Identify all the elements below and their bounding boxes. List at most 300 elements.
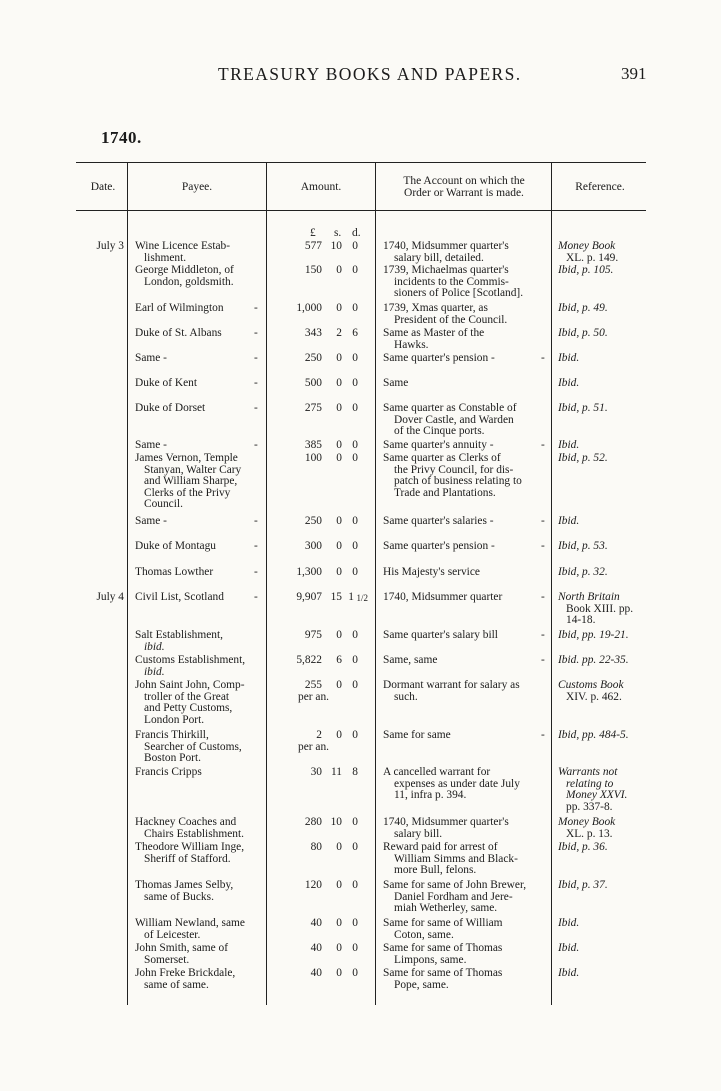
column-header-payee: Payee. bbox=[181, 181, 213, 193]
amount-values bbox=[268, 730, 370, 742]
payee-line: Earl of Wilmington bbox=[135, 302, 224, 314]
amount-shillings: 0 bbox=[336, 967, 342, 979]
account-line: Same quarter's pension - bbox=[383, 540, 495, 552]
row-payee bbox=[135, 880, 263, 903]
account-line: Same bbox=[383, 377, 409, 389]
page-number: 391 bbox=[621, 64, 647, 83]
row-reference bbox=[558, 817, 648, 840]
row-amount bbox=[268, 516, 370, 528]
running-title: TREASURY BOOKS AND PAPERS. bbox=[218, 64, 522, 84]
payee-line: Same - bbox=[135, 352, 167, 364]
amount-values bbox=[268, 918, 370, 930]
payee-line: Searcher of Customs, bbox=[144, 740, 242, 753]
amount-pence: 1 bbox=[348, 591, 354, 603]
amount-shillings: 0 bbox=[336, 352, 342, 364]
payee-dash: - bbox=[254, 402, 258, 414]
reference-line: Ibid, p. 49. bbox=[558, 302, 608, 314]
amount-values bbox=[268, 680, 370, 692]
row-reference bbox=[558, 403, 648, 415]
account-line: A cancelled warrant for bbox=[383, 766, 491, 778]
row-account bbox=[383, 918, 549, 941]
account-dash: - bbox=[541, 540, 545, 552]
amount-pounds: 275 bbox=[304, 402, 322, 414]
row-reference bbox=[558, 943, 648, 955]
row-reference bbox=[558, 353, 648, 365]
row-reference bbox=[558, 592, 648, 627]
amount-shillings: 0 bbox=[336, 540, 342, 552]
amount-values bbox=[268, 303, 370, 315]
reference-line: Ibid, p. 32. bbox=[558, 566, 608, 578]
row-payee bbox=[135, 541, 263, 553]
amount-pence: 0 bbox=[352, 452, 358, 464]
payee-line: Same - bbox=[135, 515, 167, 527]
amount-pounds: 120 bbox=[304, 879, 322, 891]
account-line: patch of business relating to bbox=[394, 475, 522, 487]
reference-line: 14-18. bbox=[566, 614, 596, 626]
amount-values bbox=[268, 592, 370, 604]
row-account bbox=[383, 440, 549, 452]
row-reference bbox=[558, 328, 648, 340]
row-amount bbox=[268, 403, 370, 415]
amount-shillings: 11 bbox=[331, 766, 342, 778]
row-account bbox=[383, 378, 549, 390]
column-rule bbox=[127, 162, 128, 1005]
amount-shillings: 15 bbox=[330, 591, 342, 603]
amount-pounds: 80 bbox=[310, 841, 322, 853]
payee-line: London Port. bbox=[144, 713, 205, 726]
amount-pence: 0 bbox=[352, 679, 358, 691]
account-line: Same quarter's pension - bbox=[383, 352, 495, 364]
reference-line: Ibid, p. 37. bbox=[558, 879, 608, 891]
reference-line: North Britain bbox=[558, 591, 620, 603]
reference-line: Ibid, p. 50. bbox=[558, 327, 608, 339]
reference-line: XL. p. 13. bbox=[566, 827, 613, 840]
amount-values bbox=[268, 567, 370, 579]
reference-line: Money Book bbox=[558, 240, 616, 252]
reference-line: pp. 337-8. bbox=[566, 800, 613, 813]
row-amount bbox=[268, 541, 370, 553]
amount-shillings: 0 bbox=[336, 264, 342, 276]
amount-pence: 0 bbox=[352, 729, 358, 741]
amount-shillings: 2 bbox=[336, 327, 342, 339]
amount-values bbox=[268, 516, 370, 528]
payee-line: Francis Thirkill, bbox=[135, 729, 209, 741]
amount-shillings: 0 bbox=[336, 377, 342, 389]
row-date: July 4 bbox=[96, 591, 124, 603]
reference-line: Ibid, pp. 484-5. bbox=[558, 729, 629, 741]
payee-line: Chairs Establishment. bbox=[144, 827, 244, 840]
amount-pence: 0 bbox=[352, 566, 358, 578]
payee-line: London, goldsmith. bbox=[144, 275, 234, 288]
account-line: 1740, Midsummer quarter bbox=[383, 591, 503, 603]
payee-line: Salt Establishment, bbox=[135, 629, 223, 641]
row-date: July 3 bbox=[96, 240, 124, 252]
row-reference bbox=[558, 655, 648, 667]
amount-pounds: 30 bbox=[310, 766, 322, 778]
amount-pounds: 150 bbox=[304, 264, 322, 276]
amount-pence: 0 bbox=[352, 917, 358, 929]
account-dash: - bbox=[541, 729, 545, 741]
row-account bbox=[383, 567, 549, 579]
payee-line: Sheriff of Stafford. bbox=[144, 852, 231, 865]
row-amount bbox=[268, 968, 370, 980]
amount-pounds: 300 bbox=[304, 540, 322, 552]
payee-line: Civil List, Scotland bbox=[135, 591, 224, 603]
payee-line: Stanyan, Walter Cary bbox=[144, 463, 242, 476]
row-account bbox=[383, 453, 549, 499]
row-reference bbox=[558, 842, 648, 854]
account-line: Same for same of Thomas bbox=[383, 942, 503, 954]
amount-pounds: 385 bbox=[304, 439, 322, 451]
row-reference bbox=[558, 453, 648, 465]
row-amount bbox=[268, 767, 370, 779]
amount-shillings: 0 bbox=[336, 942, 342, 954]
account-line: Same quarter as Constable of bbox=[383, 402, 517, 414]
account-line: Dover Castle, and Warden bbox=[394, 413, 514, 426]
row-payee bbox=[135, 943, 263, 966]
payee-line: James Vernon, Temple bbox=[135, 452, 238, 464]
payee-line: Same - bbox=[135, 439, 167, 451]
amount-values bbox=[268, 842, 370, 854]
amount-pounds: 40 bbox=[310, 917, 322, 929]
payee-line: ibid. bbox=[144, 665, 165, 678]
row-account bbox=[383, 943, 549, 966]
column-header-account bbox=[378, 175, 550, 199]
payee-dash: - bbox=[254, 439, 258, 451]
row-payee bbox=[135, 767, 263, 779]
row-reference bbox=[558, 767, 648, 813]
reference-line: Ibid, pp. 19-21. bbox=[558, 629, 629, 641]
row-payee bbox=[135, 817, 263, 840]
reference-line: Ibid, p. 105. bbox=[558, 264, 614, 276]
payee-line: Thomas Lowther bbox=[135, 566, 214, 578]
reference-line: Ibid. bbox=[558, 515, 580, 527]
row-payee bbox=[135, 453, 263, 511]
payee-line: Francis Cripps bbox=[135, 766, 202, 778]
amount-pence-fraction: 1/2 bbox=[356, 593, 368, 603]
amount-shillings: 0 bbox=[336, 302, 342, 314]
amount-pence: 0 bbox=[352, 540, 358, 552]
account-line: incidents to the Commis- bbox=[394, 275, 509, 288]
account-line: Dormant warrant for salary as bbox=[383, 679, 520, 691]
account-line: Daniel Fordham and Jere- bbox=[394, 890, 513, 903]
amount-values bbox=[268, 630, 370, 642]
row-payee bbox=[135, 918, 263, 941]
amount-pounds: 1,300 bbox=[296, 566, 322, 578]
row-reference bbox=[558, 541, 648, 553]
payee-line: Hackney Coaches and bbox=[135, 816, 237, 828]
amount-pence: 0 bbox=[352, 816, 358, 828]
shillings-symbol: s. bbox=[334, 227, 342, 239]
account-line: Hawks. bbox=[394, 338, 429, 351]
payee-line: John Saint John, Comp- bbox=[135, 679, 245, 691]
row-payee bbox=[135, 378, 263, 390]
account-line: miah Wetherley, same. bbox=[394, 902, 498, 914]
amount-shillings: 6 bbox=[336, 654, 342, 666]
reference-line: Ibid. bbox=[558, 967, 580, 979]
row-amount bbox=[268, 943, 370, 955]
payee-line: Thomas James Selby, bbox=[135, 879, 234, 891]
row-payee bbox=[135, 516, 263, 528]
account-dash: - bbox=[541, 591, 545, 603]
row-payee bbox=[135, 328, 263, 340]
row-payee bbox=[135, 592, 263, 604]
amount-shillings: 0 bbox=[336, 629, 342, 641]
account-dash: - bbox=[541, 654, 545, 666]
payee-line: of Leicester. bbox=[144, 928, 201, 941]
payee-line: Duke of St. Albans bbox=[135, 327, 222, 339]
account-line: the Privy Council, for dis- bbox=[394, 463, 514, 476]
amount-pence: 0 bbox=[352, 402, 358, 414]
payee-dash: - bbox=[254, 540, 258, 552]
amount-pence: 0 bbox=[352, 264, 358, 276]
amount-pounds: 40 bbox=[310, 967, 322, 979]
amount-pounds: 250 bbox=[304, 515, 322, 527]
account-line: salary bill, detailed. bbox=[394, 251, 484, 264]
amount-values bbox=[268, 968, 370, 980]
payee-line: Clerks of the Privy bbox=[144, 486, 231, 499]
payee-line: same of same. bbox=[144, 978, 209, 991]
row-account bbox=[383, 303, 549, 326]
row-payee bbox=[135, 241, 263, 264]
amount-pence: 6 bbox=[352, 327, 358, 339]
amount-shillings: 0 bbox=[336, 452, 342, 464]
amount-values bbox=[268, 880, 370, 892]
account-dash: - bbox=[541, 515, 545, 527]
amount-pence: 0 bbox=[352, 629, 358, 641]
payee-dash: - bbox=[254, 302, 258, 314]
reference-line: Ibid. bbox=[558, 942, 580, 954]
row-payee bbox=[135, 968, 263, 991]
account-line: Limpons, same. bbox=[394, 953, 467, 966]
amount-pounds: 5,822 bbox=[296, 654, 322, 666]
amount-pounds: 40 bbox=[310, 942, 322, 954]
payee-dash: - bbox=[254, 591, 258, 603]
account-line: Same, same bbox=[383, 654, 438, 666]
amount-pounds: 343 bbox=[304, 327, 322, 339]
row-amount bbox=[268, 265, 370, 277]
reference-line: Ibid. bbox=[558, 439, 580, 451]
amount-per-annum: per an. bbox=[298, 691, 329, 703]
row-amount bbox=[268, 680, 370, 704]
payee-line: John Freke Brickdale, bbox=[135, 967, 236, 979]
amount-shillings: 0 bbox=[336, 917, 342, 929]
amount-shillings: 0 bbox=[336, 729, 342, 741]
account-line: more Bull, felons. bbox=[394, 864, 477, 876]
amount-values bbox=[268, 817, 370, 829]
account-line: Reward paid for arrest of bbox=[383, 841, 498, 853]
pounds-symbol: £ bbox=[310, 227, 316, 239]
amount-values bbox=[268, 453, 370, 465]
column-header-reference: Reference. bbox=[575, 181, 625, 193]
amount-shillings: 0 bbox=[336, 879, 342, 891]
payee-line: Boston Port. bbox=[144, 752, 201, 764]
account-line: 1740, Midsummer quarter's bbox=[383, 816, 509, 828]
amount-values bbox=[268, 328, 370, 340]
amount-pounds: 1,000 bbox=[296, 302, 322, 314]
amount-shillings: 10 bbox=[330, 816, 342, 828]
account-line: Coton, same. bbox=[394, 928, 454, 941]
payee-dash: - bbox=[254, 377, 258, 389]
account-line: expenses as under date July bbox=[394, 777, 520, 790]
amount-values bbox=[268, 943, 370, 955]
payee-line: William Newland, same bbox=[135, 917, 245, 929]
account-line: Pope, same. bbox=[394, 978, 449, 991]
row-payee bbox=[135, 303, 263, 315]
year-heading: 1740. bbox=[101, 128, 142, 147]
account-line: 11, infra p. 394. bbox=[394, 789, 467, 801]
amount-shillings: 0 bbox=[336, 515, 342, 527]
amount-shillings: 0 bbox=[336, 402, 342, 414]
payee-line: George Middleton, of bbox=[135, 264, 234, 276]
payee-line: Duke of Kent bbox=[135, 377, 197, 389]
payee-dash: - bbox=[254, 566, 258, 578]
row-reference bbox=[558, 241, 648, 264]
amount-pence: 0 bbox=[352, 879, 358, 891]
row-amount bbox=[268, 328, 370, 340]
column-header-date: Date. bbox=[90, 181, 116, 193]
amount-pence: 0 bbox=[352, 302, 358, 314]
payee-dash: - bbox=[254, 515, 258, 527]
amount-pence: 0 bbox=[352, 515, 358, 527]
payee-line: and William Sharpe, bbox=[144, 475, 238, 487]
row-amount bbox=[268, 378, 370, 390]
row-account bbox=[383, 592, 549, 604]
row-amount bbox=[268, 453, 370, 465]
row-amount bbox=[268, 353, 370, 365]
payee-line: Wine Licence Estab- bbox=[135, 240, 231, 252]
payee-dash: - bbox=[254, 352, 258, 364]
reference-line: XIV. p. 462. bbox=[566, 690, 622, 703]
payee-dash: - bbox=[254, 327, 258, 339]
amount-values bbox=[268, 265, 370, 277]
row-amount bbox=[268, 592, 370, 604]
row-reference bbox=[558, 265, 648, 277]
payee-line: lishment. bbox=[144, 251, 187, 264]
row-account bbox=[383, 968, 549, 991]
reference-line: Warrants not bbox=[558, 766, 618, 778]
account-line: such. bbox=[394, 690, 418, 703]
column-rule bbox=[375, 162, 376, 1005]
row-amount bbox=[268, 241, 370, 253]
table-top-rule bbox=[76, 162, 646, 163]
amount-pounds: 2 bbox=[316, 729, 322, 741]
amount-values bbox=[268, 403, 370, 415]
payee-line: Duke of Dorset bbox=[135, 402, 206, 414]
row-reference bbox=[558, 303, 648, 315]
reference-line: Ibid. bbox=[558, 352, 580, 364]
account-line: 1739, Xmas quarter, as bbox=[383, 302, 488, 314]
reference-line: Ibid, p. 36. bbox=[558, 841, 608, 853]
amount-values bbox=[268, 353, 370, 365]
row-account bbox=[383, 353, 549, 365]
account-line: William Simms and Black- bbox=[394, 852, 518, 865]
amount-shillings: 10 bbox=[330, 240, 342, 252]
row-amount bbox=[268, 655, 370, 667]
reference-line: Ibid. pp. 22-35. bbox=[558, 654, 629, 666]
row-reference bbox=[558, 730, 648, 742]
payee-line: ibid. bbox=[144, 640, 165, 653]
amount-pounds: 975 bbox=[304, 629, 322, 641]
amount-pounds: 255 bbox=[304, 679, 322, 691]
amount-per-annum: per an. bbox=[298, 741, 329, 753]
row-reference bbox=[558, 968, 648, 980]
row-amount bbox=[268, 918, 370, 930]
reference-line: Ibid, p. 52. bbox=[558, 452, 608, 464]
account-line: of the Cinque ports. bbox=[394, 425, 485, 437]
amount-shillings: 0 bbox=[336, 439, 342, 451]
amount-pounds: 280 bbox=[304, 816, 322, 828]
payee-line: John Smith, same of bbox=[135, 942, 229, 954]
row-account bbox=[383, 516, 549, 528]
amount-values bbox=[268, 440, 370, 452]
reference-line: relating to bbox=[566, 777, 614, 790]
row-account bbox=[383, 842, 549, 877]
row-account bbox=[383, 265, 549, 300]
account-line: Same as Master of the bbox=[383, 327, 485, 339]
amount-pence: 0 bbox=[352, 654, 358, 666]
row-payee bbox=[135, 440, 263, 452]
amount-values bbox=[268, 541, 370, 553]
row-account bbox=[383, 241, 549, 264]
account-line: Trade and Plantations. bbox=[394, 486, 496, 499]
row-amount bbox=[268, 303, 370, 315]
row-amount bbox=[268, 817, 370, 829]
row-reference bbox=[558, 918, 648, 930]
payee-line: Duke of Montagu bbox=[135, 540, 216, 552]
amount-values bbox=[268, 241, 370, 253]
amount-values bbox=[268, 767, 370, 779]
amount-shillings: 0 bbox=[336, 841, 342, 853]
row-account bbox=[383, 767, 549, 802]
account-line: salary bill. bbox=[394, 827, 443, 840]
account-line: Same for same of William bbox=[383, 917, 503, 929]
row-account bbox=[383, 541, 549, 553]
row-payee bbox=[135, 730, 263, 765]
row-reference bbox=[558, 440, 648, 452]
reference-line: Book XIII. pp. bbox=[566, 602, 634, 615]
amount-values bbox=[268, 378, 370, 390]
payee-line: Theodore William Inge, bbox=[135, 841, 245, 853]
amount-pence: 0 bbox=[352, 942, 358, 954]
row-account bbox=[383, 680, 549, 703]
payee-line: Customs Establishment, bbox=[135, 654, 246, 666]
payee-line: Council. bbox=[144, 498, 183, 510]
payee-line: troller of the Great bbox=[144, 690, 230, 703]
account-line: Same for same bbox=[383, 729, 451, 741]
payee-line: same of Bucks. bbox=[144, 890, 214, 903]
amount-pounds: 100 bbox=[304, 452, 322, 464]
amount-pence: 0 bbox=[352, 377, 358, 389]
reference-line: Ibid, p. 53. bbox=[558, 540, 608, 552]
row-reference bbox=[558, 378, 648, 390]
row-payee bbox=[135, 630, 263, 653]
account-dash: - bbox=[541, 439, 545, 451]
account-line: Same quarter's salary bill bbox=[383, 629, 498, 641]
reference-line: Money Book bbox=[558, 816, 616, 828]
account-line: 1740, Midsummer quarter's bbox=[383, 240, 509, 252]
reference-line: Ibid, p. 51. bbox=[558, 402, 608, 414]
account-line: sioners of Police [Scotland]. bbox=[394, 287, 524, 299]
amount-shillings: 0 bbox=[336, 566, 342, 578]
amount-pence: 0 bbox=[352, 841, 358, 853]
reference-line: Customs Book bbox=[558, 679, 624, 691]
row-amount bbox=[268, 730, 370, 754]
row-reference bbox=[558, 680, 648, 703]
row-payee bbox=[135, 567, 263, 579]
reference-line: XL. p. 149. bbox=[566, 251, 619, 264]
row-payee bbox=[135, 353, 263, 365]
